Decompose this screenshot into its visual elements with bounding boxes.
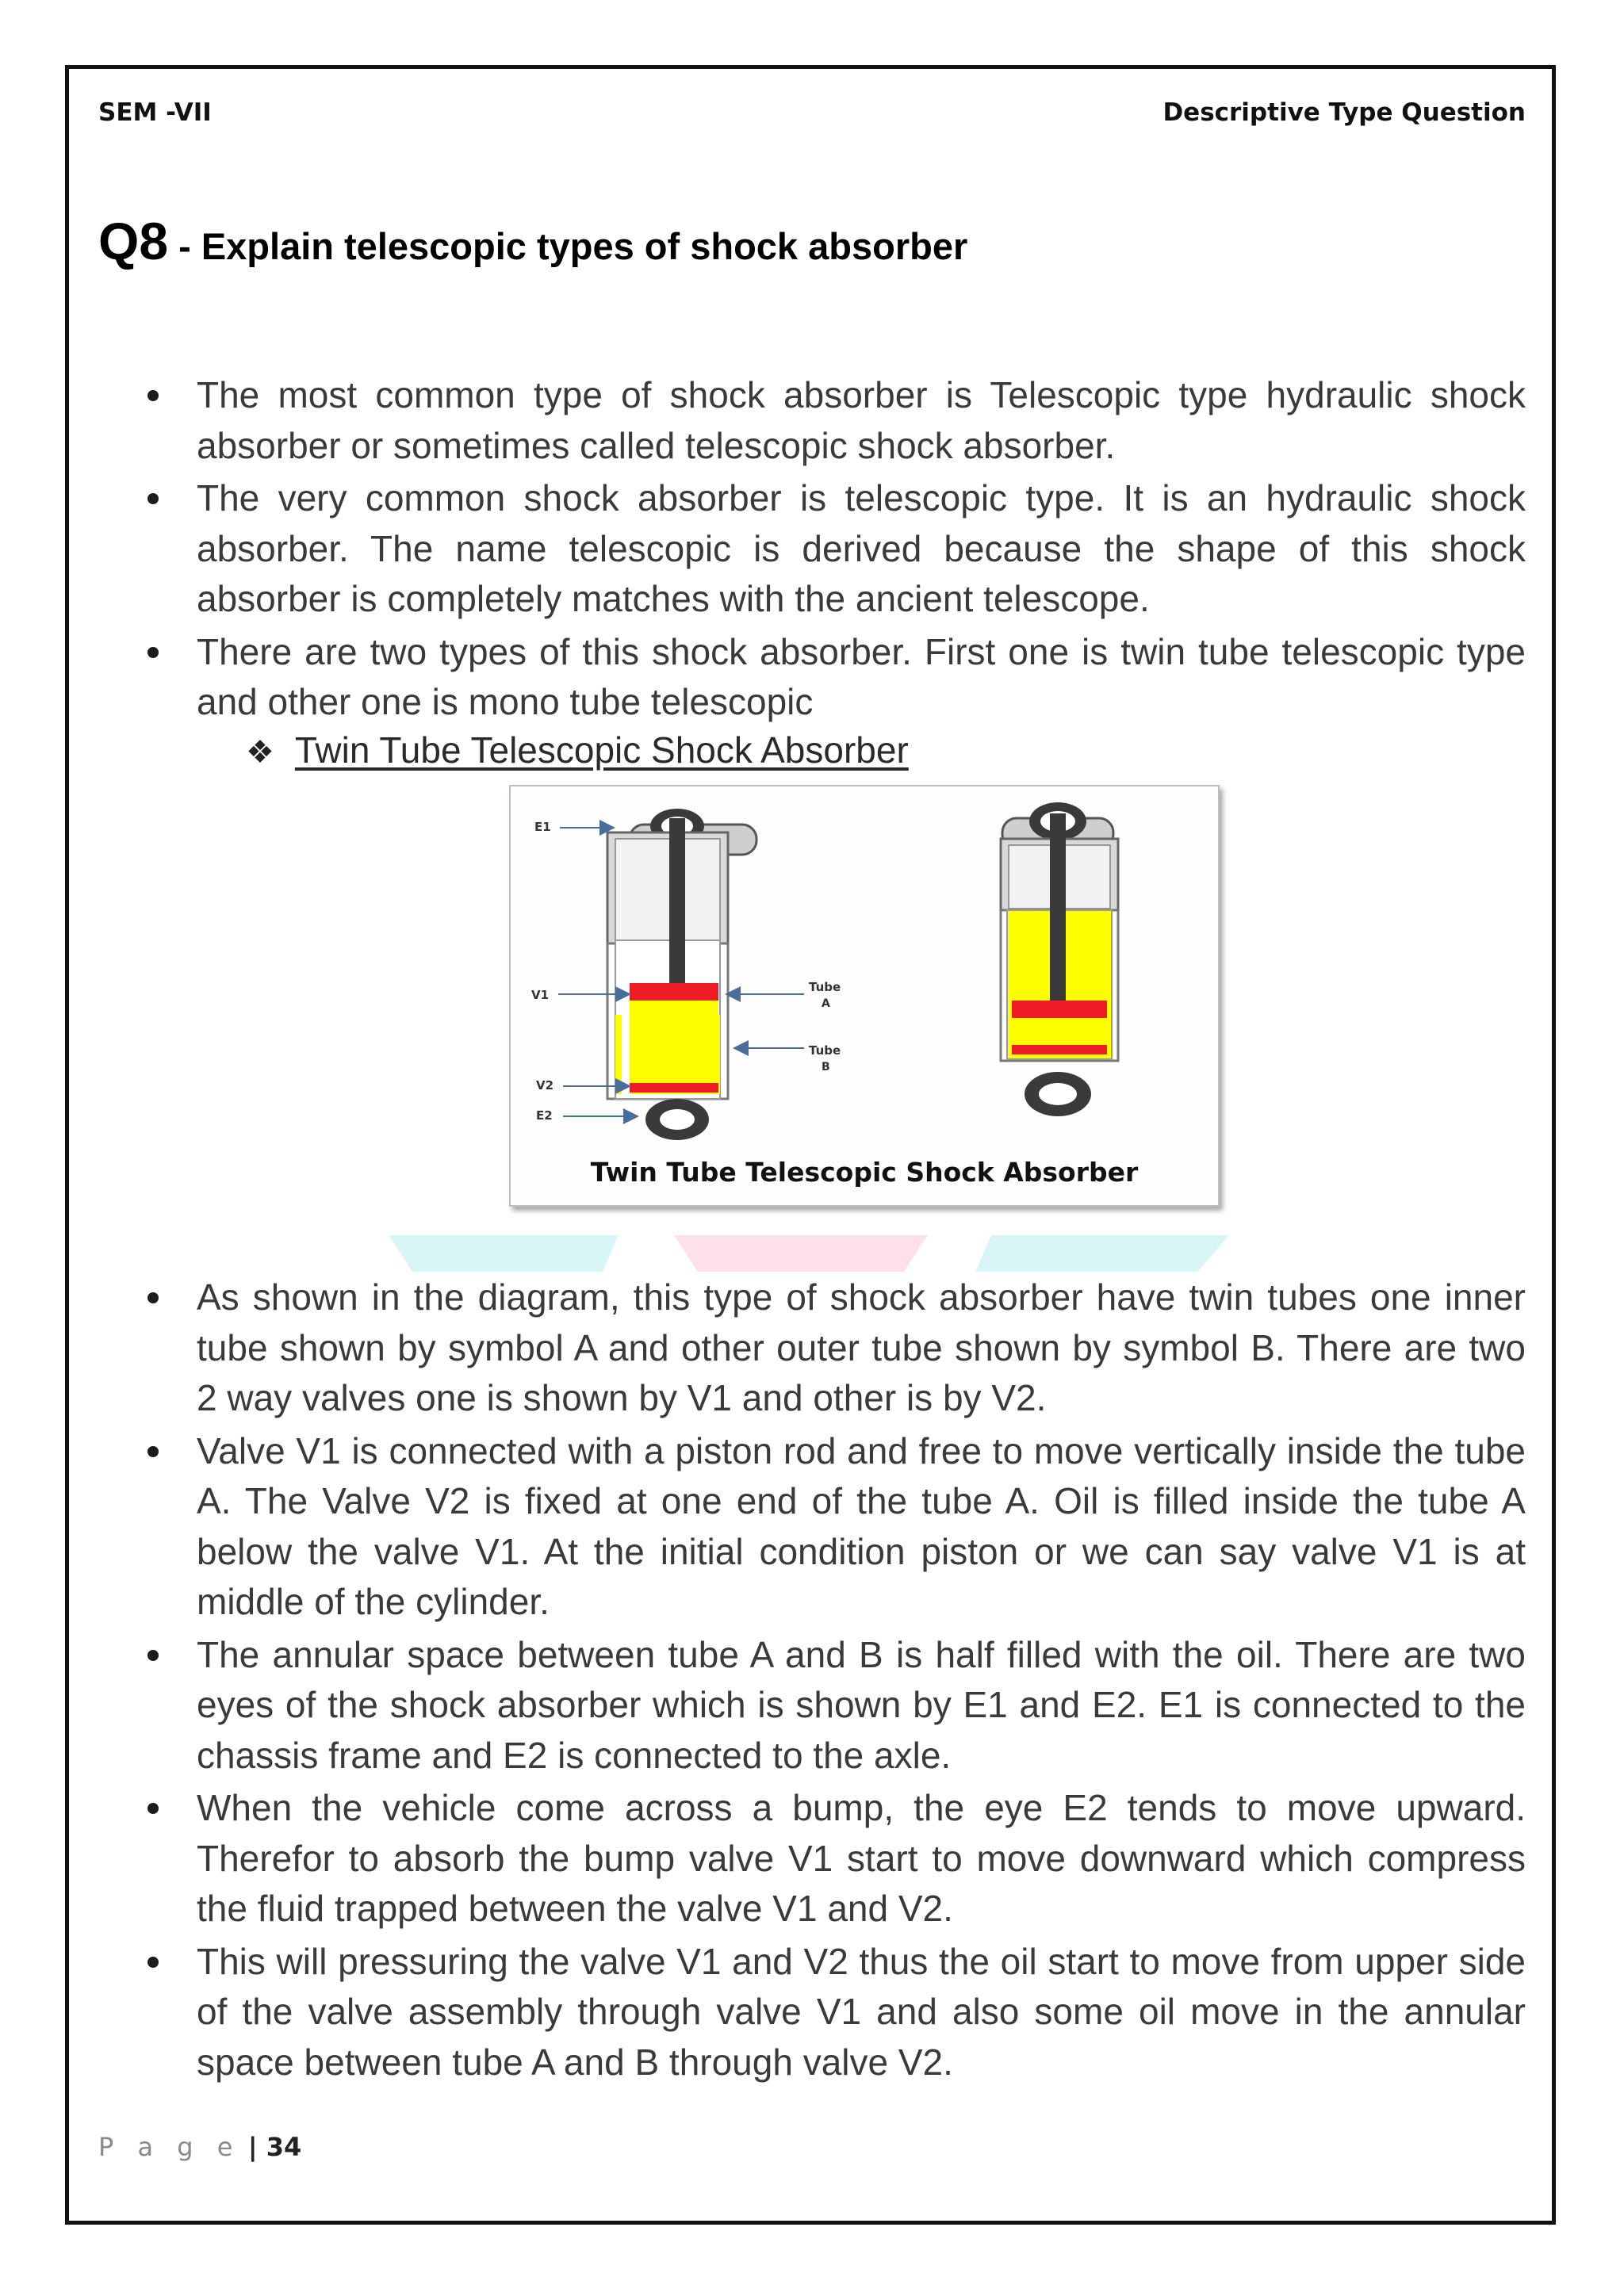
- list-item-text: There are two types of this shock absorber. First one is twin tube telescopic type and other one is mono tube telescopic: [197, 630, 1526, 722]
- page-footer: [98, 2132, 301, 2163]
- subsection-heading: [246, 725, 909, 779]
- bullet-icon: [147, 1446, 159, 1457]
- list-item-text: The annular space between tube A and B is half filled with the oil. There are two eyes of the shock absorber which is shown by E1 and E2. E1 is connected to the chassis frame and E2 is connected to the axle.: [197, 1633, 1526, 1776]
- label-v2: V2: [536, 1078, 554, 1093]
- compressed-shock-absorber: [1001, 802, 1118, 1116]
- label-e2: E2: [536, 1108, 553, 1123]
- shock-absorber-diagram: [511, 786, 1221, 1208]
- question-number: Q8: [98, 212, 169, 270]
- bullet-icon: [147, 1957, 159, 1968]
- list-item: [98, 1272, 1526, 1424]
- page-label: P a g e: [98, 2132, 241, 2162]
- list-item: [98, 1783, 1526, 1934]
- label-b: B: [822, 1061, 830, 1073]
- list-item-text: The most common type of shock absorber is Telescopic type hydraulic shock absorber or sometimes called telescopic shock absorber.: [197, 374, 1526, 466]
- label-e1: E1: [534, 820, 551, 834]
- semester-label: SEM -VII: [98, 98, 212, 127]
- list-item: [98, 370, 1526, 471]
- label-tube-b: Tube: [809, 1043, 841, 1058]
- list-item-text: The very common shock absorber is telescopic type. It is an hydraulic shock absorber. The name telescopic is derived because the shape of this shock absorber is completely matches with the ancient telescope.: [197, 477, 1526, 619]
- label-v1: V1: [531, 988, 550, 1002]
- label-tube-a: Tube: [809, 980, 841, 994]
- bullet-icon: [147, 390, 159, 401]
- list-item-text: Valve V1 is connected with a piston rod and free to move vertically inside the tube A. The Valve V2 is fixed at one end of the tube A. Oil is filled inside the tube A below the valve V1. At the initial condition piston or we can say valve V1 is at middle of the cylinder.: [197, 1429, 1526, 1622]
- bullet-list-explanation: [98, 1272, 1526, 2090]
- question-heading: [98, 211, 967, 271]
- subsection-title: Twin Tube Telescopic Shock Absorber: [294, 729, 909, 771]
- list-item: [98, 1937, 1526, 2088]
- bullet-icon: [147, 647, 159, 658]
- bullet-list-intro: [98, 370, 1526, 730]
- figure-caption: Twin Tube Telescopic Shock Absorber: [590, 1157, 1139, 1188]
- bullet-icon: [147, 493, 159, 504]
- list-item: [98, 1426, 1526, 1628]
- list-item: [98, 1630, 1526, 1781]
- list-item-text: When the vehicle come across a bump, the eye E2 tends to move upward. Therefor to absorb the bump valve V1 start to move downward which compress the fluid trapped between the valve V1 and V2.: [197, 1787, 1526, 1929]
- shock-absorber-figure: [509, 785, 1220, 1207]
- label-a: A: [822, 997, 830, 1010]
- list-item: [98, 473, 1526, 625]
- watermark-logo: [389, 1235, 1229, 1272]
- list-item: [98, 627, 1526, 728]
- list-item-text: This will pressuring the valve V1 and V2 thus the oil start to move from upper side of the valve assembly through valve V1 and also some oil move in the annular space between tube A and B through valve V2.: [197, 1940, 1526, 2083]
- list-item-text: As shown in the diagram, this type of shock absorber have twin tubes one inner tube shown by symbol A and other outer tube shown by symbol B. There are two 2 way valves one is shown by V1 and other is by V2.: [197, 1276, 1526, 1418]
- page-number: | 34: [247, 2132, 302, 2162]
- bullet-icon: [147, 1650, 159, 1661]
- question-type-label: Descriptive Type Question: [1162, 98, 1526, 127]
- bullet-icon: [147, 1292, 159, 1303]
- bullet-icon: [147, 1803, 159, 1814]
- question-text: - Explain telescopic types of shock absorber: [168, 225, 968, 267]
- extended-shock-absorber: [607, 809, 756, 1140]
- diamond-bullet-icon: ❖: [246, 735, 274, 770]
